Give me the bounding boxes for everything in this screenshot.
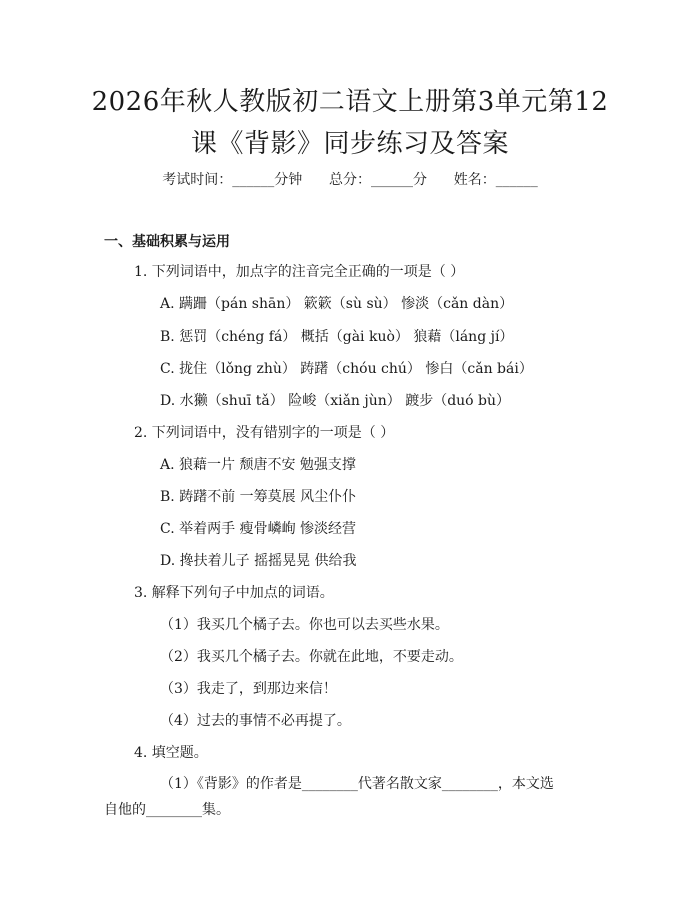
document-title-line2: 课《背影》同步练习及答案 — [190, 129, 509, 159]
question-2-option-a: A. 狼藉一片 颓唐不安 勉强支撑 — [160, 457, 356, 473]
question-1-option-d: D. 水獭（shuī tǎ） 险峻（xiǎn jùn） 踱步（duó bù） — [160, 393, 511, 409]
question-1-option-b: B. 惩罚（chéng fá） 概括（gài kuò） 狼藉（láng jí） — [160, 329, 514, 345]
section-heading-basics: 一、基础积累与运用 — [104, 234, 230, 250]
question-4-stem: 4. 填空题。 — [134, 745, 208, 761]
document-title-line1: 2026年秋人教版初二语文上册第3单元第12 — [91, 87, 609, 117]
question-2-option-b: B. 踌躇不前 一筹莫展 风尘仆仆 — [160, 489, 357, 505]
question-3-item-1: （1）我买几个橘子去。你也可以去买些水果。 — [160, 617, 449, 633]
question-2-stem: 2. 下列词语中，没有错别字的一项是（ ） — [134, 425, 395, 441]
question-1-stem: 1. 下列词语中，加点字的注音完全正确的一项是（ ） — [134, 264, 465, 280]
question-3-item-3: （3）我走了，到那边来信！ — [160, 681, 337, 697]
question-1-option-a: A. 蹒跚（pán shān） 簌簌（sù sù） 惨淡（cǎn dàn） — [160, 296, 514, 312]
question-3-item-2: （2）我买几个橘子去。你就在此地，不要走动。 — [160, 649, 463, 665]
exam-meta: 考试时间：______分钟 总分：______分 姓名：______ — [162, 172, 538, 188]
question-1-option-c: C. 拢住（lǒng zhù） 踌躇（chóu chú） 惨白（cǎn bái） — [160, 361, 533, 377]
question-3-stem: 3. 解释下列句子中加点的词语。 — [134, 585, 334, 601]
question-4-item-1: （1）《背影》的作者是________代著名散文家________，本文选自他的________集。 — [104, 776, 554, 818]
question-3-item-4: （4）过去的事情不必再提了。 — [160, 713, 351, 729]
question-2-option-d: D. 搀扶着儿子 摇摇晃晃 供给我 — [160, 553, 357, 569]
question-2-option-c: C. 举着两手 瘦骨嶙峋 惨淡经营 — [160, 521, 357, 537]
